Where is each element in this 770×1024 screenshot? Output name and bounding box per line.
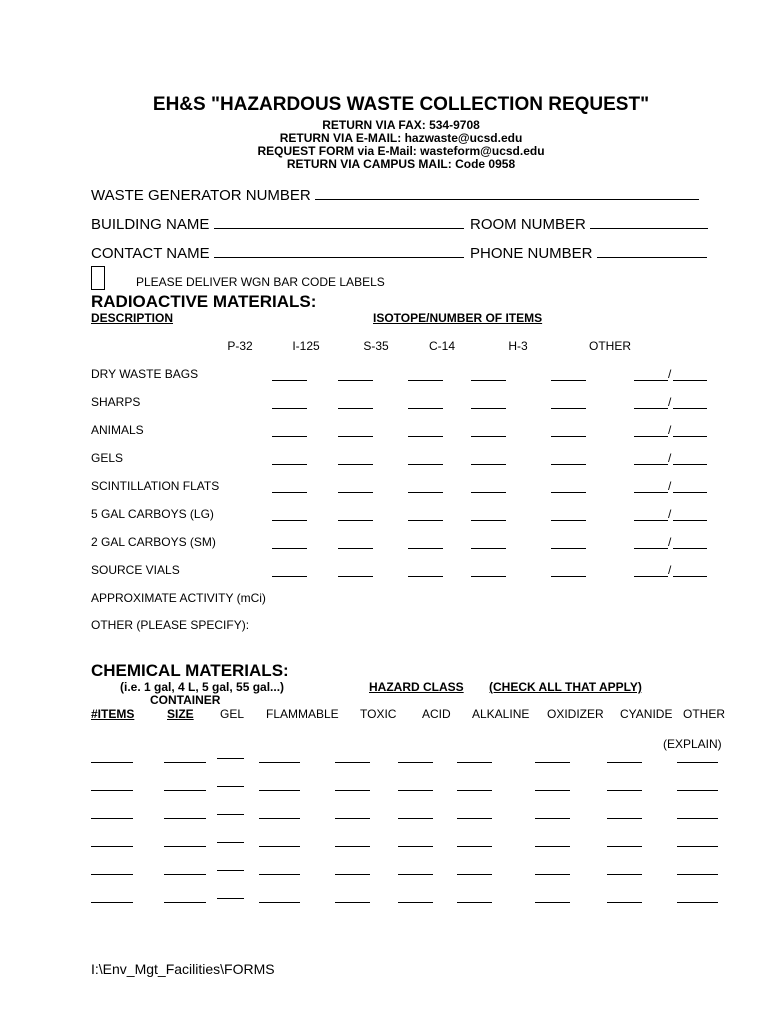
rad-blank[interactable] [471, 408, 506, 409]
rad-blank[interactable] [471, 548, 506, 549]
chem-blank[interactable] [217, 842, 244, 843]
chemical-heading: CHEMICAL MATERIALS: [91, 661, 289, 680]
rad-other-count[interactable] [634, 380, 668, 381]
rad-row-label: 5 GAL CARBOYS (LG) [91, 507, 214, 521]
rad-other-divider: / [668, 367, 672, 381]
chem-blank[interactable] [677, 874, 718, 875]
chem-blank[interactable] [677, 762, 718, 763]
rad-blank[interactable] [408, 408, 443, 409]
chem-blank[interactable] [91, 846, 133, 847]
rad-row-label: DRY WASTE BAGS [91, 367, 199, 381]
chem-blank[interactable] [259, 902, 300, 903]
contact-label: CONTACT NAME [91, 245, 210, 262]
chem-blank[interactable] [398, 762, 433, 763]
rad-other-divider: / [668, 451, 672, 465]
chem-blank[interactable] [535, 874, 570, 875]
chem-blank[interactable] [91, 790, 133, 791]
rad-blank[interactable] [408, 464, 443, 465]
chem-blank[interactable] [398, 902, 433, 903]
form-title: EH&S "HAZARDOUS WASTE COLLECTION REQUEST" [152, 94, 650, 115]
chem-blank[interactable] [335, 762, 370, 763]
col-toxic: TOXIC [360, 707, 397, 721]
chem-blank[interactable] [607, 846, 642, 847]
rad-blank[interactable] [338, 436, 373, 437]
rad-blank[interactable] [338, 548, 373, 549]
rad-other-isotope[interactable] [673, 548, 707, 549]
chem-blank[interactable] [217, 786, 244, 787]
rad-blank[interactable] [272, 380, 307, 381]
col-alkaline: ALKALINE [472, 707, 530, 721]
chem-blank[interactable] [164, 818, 206, 819]
col-gel: GEL [220, 707, 245, 721]
isotope-header: ISOTOPE/NUMBER OF ITEMS [373, 311, 543, 325]
chem-blank[interactable] [398, 874, 433, 875]
chem-blank[interactable] [164, 874, 206, 875]
rad-blank[interactable] [471, 380, 506, 381]
chem-blank[interactable] [217, 758, 244, 759]
phone-input[interactable] [597, 244, 707, 258]
rad-blank[interactable] [551, 408, 586, 409]
footer-path: I:\Env_Mgt_Facilities\FORMS [91, 961, 275, 977]
rad-blank[interactable] [471, 436, 506, 437]
chem-blank[interactable] [677, 846, 718, 847]
col-oxidizer: OXIDIZER [547, 707, 604, 721]
rad-blank[interactable] [272, 576, 307, 577]
rad-row-label: 2 GAL CARBOYS (SM) [91, 535, 216, 549]
isotope-other: OTHER [589, 339, 631, 353]
chem-blank[interactable] [535, 818, 570, 819]
rad-blank[interactable] [272, 492, 307, 493]
radioactive-heading: RADIOACTIVE MATERIALS: [91, 292, 317, 311]
hazard-class-header: HAZARD CLASS [369, 680, 464, 694]
rad-other-count[interactable] [634, 464, 668, 465]
return-campus-mail: RETURN VIA CAMPUS MAIL: Code 0958 [286, 157, 516, 171]
rad-blank[interactable] [471, 576, 506, 577]
chem-blank[interactable] [457, 790, 492, 791]
chem-blank[interactable] [457, 762, 492, 763]
chem-blank[interactable] [457, 902, 492, 903]
rad-blank[interactable] [551, 380, 586, 381]
rad-blank[interactable] [551, 464, 586, 465]
check-all-note: (CHECK ALL THAT APPLY) [489, 680, 642, 694]
rad-blank[interactable] [338, 520, 373, 521]
rad-other-isotope[interactable] [673, 380, 707, 381]
room-label: ROOM NUMBER [470, 216, 586, 233]
chem-blank[interactable] [535, 902, 570, 903]
rad-other-count[interactable] [634, 576, 668, 577]
chem-blank[interactable] [398, 818, 433, 819]
items-header: #ITEMS [91, 707, 135, 721]
rad-blank[interactable] [471, 492, 506, 493]
rad-other-divider: / [668, 423, 672, 437]
col-flammable: FLAMMABLE [266, 707, 339, 721]
contact-field [91, 244, 464, 262]
rad-row-label: SCINTILLATION FLATS [91, 479, 220, 493]
chem-blank[interactable] [398, 846, 433, 847]
rad-row-label: SOURCE VIALS [91, 563, 180, 577]
rad-blank[interactable] [551, 492, 586, 493]
col-acid: ACID [422, 707, 451, 721]
barcode-label: PLEASE DELIVER WGN BAR CODE LABELS [136, 275, 385, 289]
rad-other-count[interactable] [634, 548, 668, 549]
chem-blank[interactable] [535, 790, 570, 791]
rad-blank[interactable] [551, 548, 586, 549]
rad-blank[interactable] [338, 492, 373, 493]
col-cyanide: CYANIDE [620, 707, 673, 721]
rad-blank[interactable] [272, 520, 307, 521]
chem-blank[interactable] [457, 846, 492, 847]
chem-blank[interactable] [607, 902, 642, 903]
rad-blank[interactable] [272, 548, 307, 549]
chem-blank[interactable] [607, 790, 642, 791]
rad-other-isotope[interactable] [673, 408, 707, 409]
chem-blank[interactable] [259, 818, 300, 819]
approximate-activity: APPROXIMATE ACTIVITY (mCi) [91, 591, 266, 605]
chem-blank[interactable] [457, 874, 492, 875]
isotope-s35: S-35 [363, 339, 389, 353]
room-input[interactable] [590, 215, 708, 229]
rad-other-count[interactable] [634, 408, 668, 409]
rad-blank[interactable] [408, 548, 443, 549]
chem-blank[interactable] [677, 902, 718, 903]
chem-blank[interactable] [217, 898, 244, 899]
rad-row-label: ANIMALS [91, 423, 144, 437]
chem-blank[interactable] [335, 846, 370, 847]
chem-blank[interactable] [259, 846, 300, 847]
isotope-p32: P-32 [227, 339, 253, 353]
rad-other-divider: / [668, 507, 672, 521]
col-other: OTHER [683, 707, 725, 721]
rad-row-label: GELS [91, 451, 124, 465]
chem-blank[interactable] [607, 874, 642, 875]
rad-other-divider: / [668, 535, 672, 549]
barcode-checkbox[interactable] [91, 266, 105, 290]
chem-blank[interactable] [607, 762, 642, 763]
description-header: DESCRIPTION [91, 311, 174, 325]
chem-blank[interactable] [91, 762, 133, 763]
waste-generator-field [91, 186, 699, 204]
chem-blank[interactable] [91, 818, 133, 819]
rad-blank[interactable] [408, 576, 443, 577]
rad-other-divider: / [668, 395, 672, 409]
rad-row-label: SHARPS [91, 395, 141, 409]
room-field [470, 215, 708, 233]
waste-generator-label: WASTE GENERATOR NUMBER [91, 187, 311, 204]
chem-blank[interactable] [398, 790, 433, 791]
container-example: (i.e. 1 gal, 4 L, 5 gal, 55 gal...) [120, 680, 285, 694]
rad-blank[interactable] [338, 380, 373, 381]
chem-blank[interactable] [535, 846, 570, 847]
building-field [91, 215, 464, 233]
rad-other-count[interactable] [634, 492, 668, 493]
size-header: SIZE [167, 707, 194, 721]
rad-blank[interactable] [338, 408, 373, 409]
rad-blank[interactable] [272, 464, 307, 465]
waste-generator-input[interactable] [315, 186, 699, 200]
chem-blank[interactable] [607, 818, 642, 819]
return-fax: RETURN VIA FAX: 534-9708 [322, 118, 480, 132]
chem-blank[interactable] [335, 818, 370, 819]
rad-other-count[interactable] [634, 436, 668, 437]
rad-blank[interactable] [471, 520, 506, 521]
chem-blank[interactable] [164, 762, 206, 763]
chem-blank[interactable] [259, 762, 300, 763]
chem-blank[interactable] [335, 902, 370, 903]
chem-blank[interactable] [259, 790, 300, 791]
rad-blank[interactable] [408, 492, 443, 493]
rad-blank[interactable] [471, 464, 506, 465]
rad-other-divider: / [668, 479, 672, 493]
chem-blank[interactable] [259, 874, 300, 875]
rad-blank[interactable] [338, 464, 373, 465]
rad-blank[interactable] [551, 576, 586, 577]
rad-other-isotope[interactable] [673, 520, 707, 521]
request-form-email: REQUEST FORM via E-Mail: wasteform@ucsd.edu [257, 144, 545, 158]
rad-blank[interactable] [408, 436, 443, 437]
chem-blank[interactable] [91, 902, 133, 903]
rad-blank[interactable] [408, 380, 443, 381]
phone-field [470, 244, 707, 262]
contact-input[interactable] [214, 244, 464, 258]
explain-note: (EXPLAIN) [663, 737, 722, 751]
rad-blank[interactable] [408, 520, 443, 521]
chem-blank[interactable] [217, 870, 244, 871]
building-input[interactable] [214, 215, 464, 229]
return-email: RETURN VIA E-MAIL: hazwaste@ucsd.edu [279, 131, 523, 145]
chem-blank[interactable] [335, 874, 370, 875]
chem-blank[interactable] [217, 814, 244, 815]
chem-blank[interactable] [457, 818, 492, 819]
chem-blank[interactable] [164, 790, 206, 791]
rad-other-divider: / [668, 563, 672, 577]
chem-blank[interactable] [164, 902, 206, 903]
chem-blank[interactable] [91, 874, 133, 875]
rad-other-isotope[interactable] [673, 436, 707, 437]
chem-blank[interactable] [677, 790, 718, 791]
rad-other-count[interactable] [634, 520, 668, 521]
rad-blank[interactable] [551, 436, 586, 437]
rad-blank[interactable] [272, 408, 307, 409]
rad-blank[interactable] [551, 520, 586, 521]
isotope-c14: C-14 [428, 339, 456, 353]
rad-other-isotope[interactable] [673, 492, 707, 493]
chem-blank[interactable] [164, 846, 206, 847]
rad-other-isotope[interactable] [673, 576, 707, 577]
chem-blank[interactable] [535, 762, 570, 763]
isotope-i125: I-125 [292, 339, 320, 353]
phone-label: PHONE NUMBER [470, 245, 593, 262]
rad-blank[interactable] [338, 576, 373, 577]
chem-blank[interactable] [335, 790, 370, 791]
rad-blank[interactable] [272, 436, 307, 437]
other-specify: OTHER (PLEASE SPECIFY): [91, 618, 250, 632]
isotope-h3: H-3 [508, 339, 528, 353]
building-label: BUILDING NAME [91, 216, 210, 233]
rad-other-isotope[interactable] [673, 464, 707, 465]
container-label: CONTAINER [150, 693, 221, 707]
chem-blank[interactable] [677, 818, 718, 819]
